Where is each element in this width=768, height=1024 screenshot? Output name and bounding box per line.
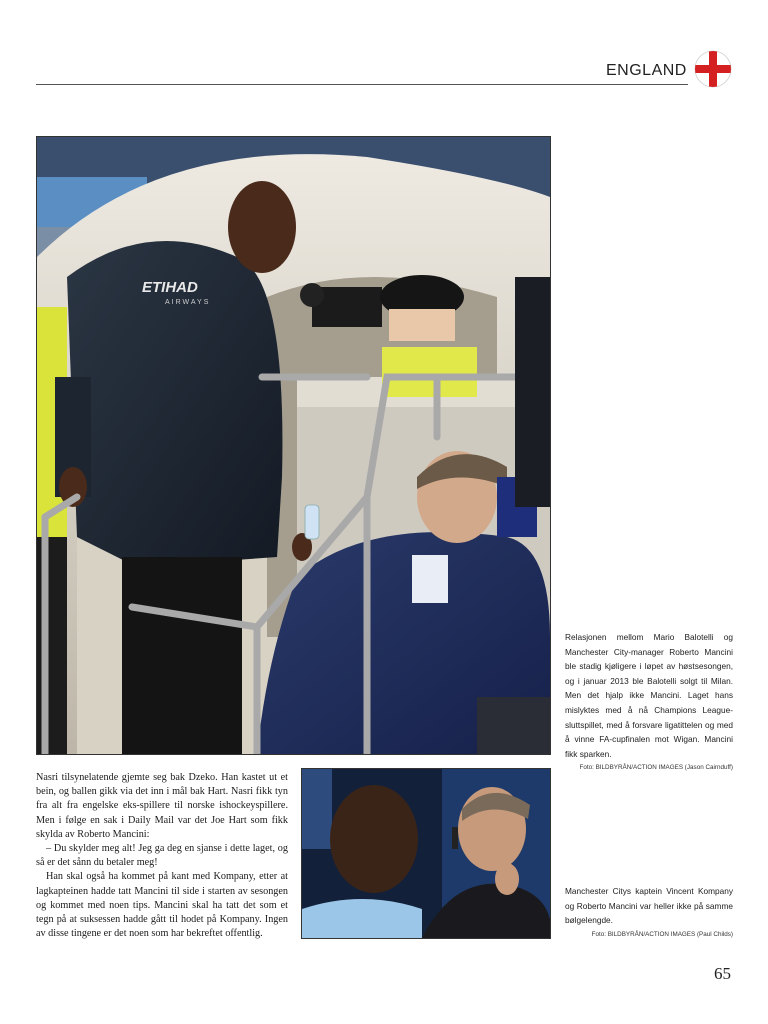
jacket-text: ETIHAD xyxy=(142,279,198,296)
article-paragraph: Nasri tilsynelatende gjemte seg bak Dzeko. Han kastet ut et bein, og ballen gikk via det inn i mål bak Hart. Nasri fikk tyn fra alt fra engelske eks-spillere til norske ishockeyspillere. Men i følge en sak i Daily Mail var det Joe Hart som fikk skylda av Roberto Mancini: xyxy=(36,772,288,840)
main-photo-caption xyxy=(565,630,733,773)
secondary-photo-illustration xyxy=(302,769,550,938)
main-caption-text: Relasjonen mellom Mario Balotelli og Manchester City-manager Roberto Mancini ble stadig kjøligere i løpet av høstsesongen, og i januar 2013 ble Balotelli solgt til Milan. Men det hjalp ikke Mancini. Laget hans mislyktes med å nå Champions League-sluttspillet, med å forsvare ligatittelen og med å vinne FA-cupfinalen mot Wigan. Mancini fikk sparken. xyxy=(565,632,733,759)
article-paragraph: Han skal også ha kommet på kant med Kompany, etter at lagkapteinen hadde tatt Mancini til side i starten av sesongen og kommet med noen tips. Mancini skal ha tatt det som et tegn på at suksessen hadde gått til hodet på Kompany. Ingen av disse tingene er det noen som har bekreftet offentlig. xyxy=(36,871,288,940)
article-body xyxy=(36,771,288,941)
section-label: ENGLAND xyxy=(606,62,687,79)
main-photo-illustration xyxy=(37,137,550,754)
header-rule xyxy=(36,84,688,85)
article-quote: – Du skylder meg alt! Jeg ga deg en sjanse i dette laget, og så er det sånn du betaler meg! xyxy=(36,843,288,869)
main-photo-credit: Foto: BILDBYRÅN/ACTION IMAGES (Jason Cairnduff) xyxy=(579,764,733,772)
england-flag-icon xyxy=(694,50,732,88)
jacket-subtext: AIRWAYS xyxy=(165,299,211,306)
secondary-photo-caption xyxy=(565,884,733,940)
page-number: 65 xyxy=(714,964,731,983)
secondary-photo xyxy=(301,768,551,939)
main-photo xyxy=(36,136,551,755)
secondary-caption-text: Manchester Citys kaptein Vincent Kompany og Roberto Mancini var heller ikke på samme bølgelengde. xyxy=(565,886,733,926)
secondary-photo-credit: Foto: BILDBYRÅN/ACTION IMAGES (Paul Childs) xyxy=(591,930,733,938)
